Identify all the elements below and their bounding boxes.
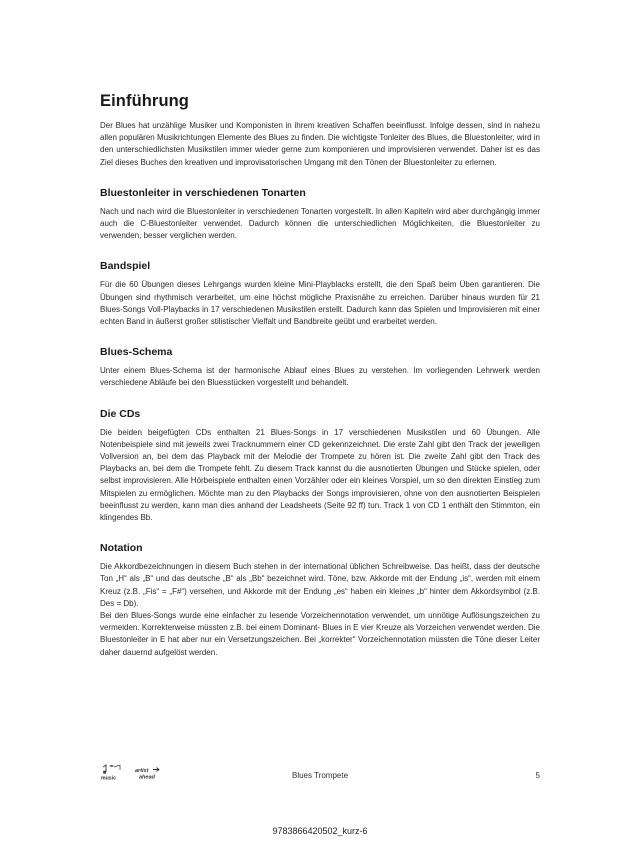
intro-section	[100, 120, 540, 169]
page-footer	[100, 764, 540, 784]
svg-text:artist: artist	[135, 768, 149, 774]
section-bluestonleiter	[100, 187, 540, 243]
section-paragraph: Die Akkordbezeichnungen in diesem Buch stehen in der international üblichen Schreibweise. Das heißt, dass der deutsche Ton „H“ als „B“ und das deutsche „B“ als „Bb“ bezeichnet wird. Töne, bzw. Akkorde mit der Endung „is“, werden mit einem Kreuz (z.B. „Fis“ = „F#“) versehen, und Akkorde mit der Endung „es“ haben ein kleines „b“ hinter dem Akkordsymbol (z.B. Des = Db).	[100, 562, 540, 608]
section-paragraph: Die beiden beigefügten CDs enthalten 21 Blues-Songs in 17 verschiedenen Musikstilen und 60 Übungen. Alle Notenbeispiele sind mit jeweils zwei Tracknummern einer CD gekennzeichnet. Die erste Zahl gibt den Track der jeweiligen Vollversion an, bei dem das Playback mit der Melodie der Trompete zu hören ist. Die zweite Zahl gibt den Track des Playbacks an, bei dem die Trompete fehlt. Zu diesem Track kannst du die ausnotierten Übungen und Stücke spielen, oder selbst improvisieren. Alle Hörbeispiele enthalten einen Vorzähler oder ein kleines Vorspiel, um so den direkten Einstieg zum Mitspielen zu ermöglichen. Möchte man zu den Playbacks der Songs improvisieren, ohne von den ausnotierten Beispielen beeinflusst zu werden, kann man dies anhand der Leadsheets (Seite 92 ff) tun. Track 1 von CD 1 enthält den Stimmton, ein klingendes Bb.	[100, 427, 540, 523]
book-title: Blues Trompete	[291, 771, 349, 780]
page-content	[100, 92, 540, 677]
section-bandspiel	[100, 260, 540, 328]
svg-text:music: music	[101, 775, 116, 782]
section-die-cds	[100, 408, 540, 525]
section-blues-schema	[100, 346, 540, 389]
print-code: 9783866420502_kurz-6	[272, 826, 368, 836]
section-paragraph: Unter einem Blues-Schema ist der harmonische Ablauf eines Blues zu verstehen. Im vorliegenden Lehrwerk werden verschiedene Abläufe bei den Bluesstücken vorgestellt und behandelt.	[100, 366, 540, 388]
intro-paragraph: Der Blues hat unzählige Musiker und Komponisten in ihrem kreativen Schaffen beeinflusst. Infolge dessen, sind in nahezu allen populären Musikrichtungen Elemente des Blues zu finden. Die wichtigste Tonleiter des Blues, die Bluestonleiter, wird in den unterschiedlichsten Musikstilen immer wieder gerne zum komponieren und improvisieren verwendet. Daher ist es das Ziel dieses Buches den kreativen und improvisatorischen Umgang mit den Tönen der Bluestonleiter zu erlernen.	[100, 121, 540, 167]
section-paragraph: Für die 60 Übungen dieses Lehrgangs wurden kleine Mini-Playblacks erstellt, die den Spaß beim Üben garantieren. Die Übungen sind rhythmisch verarbeitet, um eine höchst mögliche Praxisnähe zu erreichen. Darüber hinaus wurden für 21 Blues-Songs Voll-Playbacks in 17 verschiedenen Musikstilen erstellt. Dadurch kann das Spielen und Improvisieren mit einer echten Band in äußerst großer stilistischer Vielfalt und Bandbreite geübt und erarbeitet werden.	[100, 280, 540, 327]
section-heading: Blues-Schema	[100, 346, 173, 359]
page-title: Einführung	[100, 92, 189, 110]
section-notation	[100, 542, 540, 659]
section-heading: Bluestonleiter in verschiedenen Tonarten	[100, 186, 306, 199]
section-heading: Notation	[100, 542, 143, 555]
page-number: 5	[535, 771, 540, 780]
section-paragraph: Nach und nach wird die Bluestonleiter in verschiedenen Tonarten vorgestellt. In allen Kapiteln wird aber durchgängig immer auch die C-Bluestonleiter verwendet. Dadurch können die unterschiedlichen Möglichkeiten, die Bluestonleiter zu verwenden, besser verglichen werden.	[100, 206, 540, 241]
section-paragraph: Bei den Blues-Songs wurde eine einfacher zu lesende Vorzeichennotation verwendet, um unnötige Auflösungszeichen zu vermeiden. Korrekterweise müssten z.B. bei einem Dominant- Blues in E vier Kreuze als Vorzeichen verwendet werden. Die Bluestonleiter in E hat aber nur ein Versetzungszeichen. Bei „korrekter“ Vorzeichennotation müssten die Töne dieser Leiter daher dauernd aufgelöst werden.	[100, 611, 540, 657]
svg-text:ahead: ahead	[139, 774, 155, 781]
section-heading: Bandspiel	[100, 260, 151, 273]
section-heading: Die CDs	[100, 407, 141, 420]
